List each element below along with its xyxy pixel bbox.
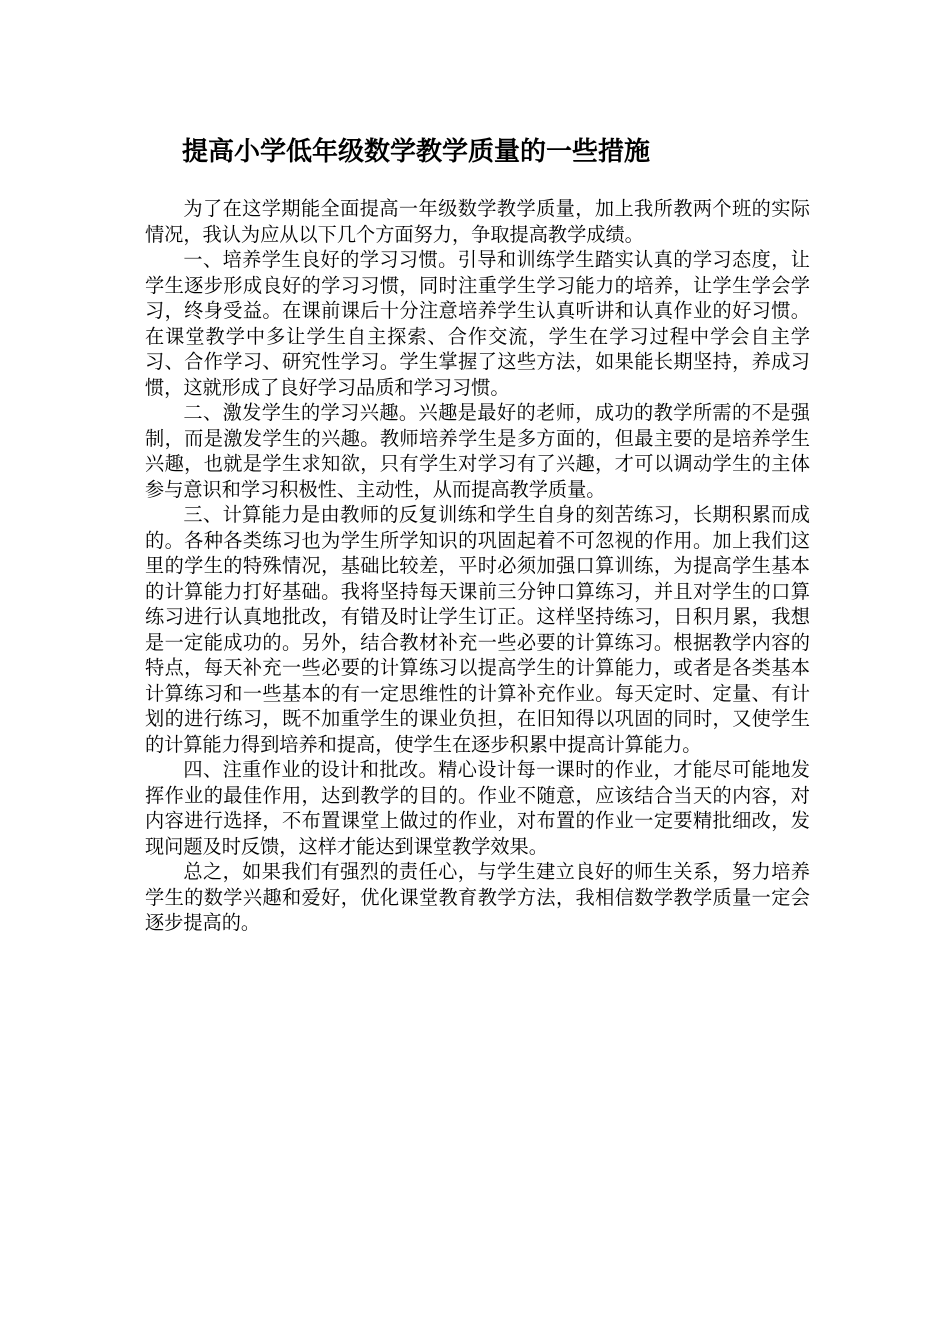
paragraph-intro: 为了在这学期能全面提高一年级数学教学质量，加上我所教两个班的实际情况，我认为应从以下几个方面努力，争取提高教学成绩。: [145, 197, 810, 246]
document-body: [145, 196, 810, 936]
paragraph-conclusion: 总之，如果我们有强烈的责任心，与学生建立良好的师生关系，努力培养学生的数学兴趣和爱好，优化课堂教育教学方法，我相信数学教学质量一定会逐步提高的。: [145, 860, 810, 934]
paragraph-homework-design: 四、注重作业的设计和批改。精心设计每一课时的作业，才能尽可能地发挥作业的最佳作用，达到教学的目的。作业不随意，应该结合当天的内容，对内容进行选择，不布置课堂上做过的作业，对布置的作业一定要精批细改，发现问题及时反馈，这样才能达到课堂教学效果。: [145, 758, 810, 858]
paragraph-calculation-ability: 三、计算能力是由教师的反复训练和学生自身的刻苦练习，长期积累而成的。各种各类练习也为学生所学知识的巩固起着不可忽视的作用。加上我们这里的学生的特殊情况，基础比较差，平时必须加强口算训练，为提高学生基本的计算能力打好基础。我将坚持每天课前三分钟口算练习，并且对学生的口算练习进行认真地批改，有错及时让学生订正。这样坚持练习，日积月累，我想是一定能成功的。另外，结合教材补充一些必要的计算练习。根据教学内容的特点，每天补充一些必要的计算练习以提高学生的计算能力，或者是各类基本计算练习和一些基本的有一定思维性的计算补充作业。每天定时、定量、有计划的进行练习，既不加重学生的课业负担，在旧知得以巩固的同时，又使学生的计算能力得到培养和提高，使学生在逐步积累中提高计算能力。: [145, 503, 810, 756]
paragraph-study-habits: 一、培养学生良好的学习习惯。引导和训练学生踏实认真的学习态度，让学生逐步形成良好的学习习惯，同时注重学生学习能力的培养，让学生学会学习，终身受益。在课前课后十分注意培养学生认真听讲和认真作业的好习惯。在课堂教学中多让学生自主探索、合作交流，学生在学习过程中学会自主学习、合作学习、研究性学习。学生掌握了这些方法，如果能长期坚持，养成习惯，这就形成了良好学习品质和学习习惯。: [145, 248, 810, 399]
document-title: 提高小学低年级数学教学质量的一些措施: [182, 137, 651, 167]
paragraph-learning-interest: 二、激发学生的学习兴趣。兴趣是最好的老师，成功的教学所需的不是强制，而是激发学生的兴趣。教师培养学生是多方面的，但最主要的是培养学生兴趣，也就是学生求知欲，只有学生对学习有了兴趣，才可以调动学生的主体参与意识和学习积极性、主动性，从而提高教学质量。: [145, 401, 810, 501]
